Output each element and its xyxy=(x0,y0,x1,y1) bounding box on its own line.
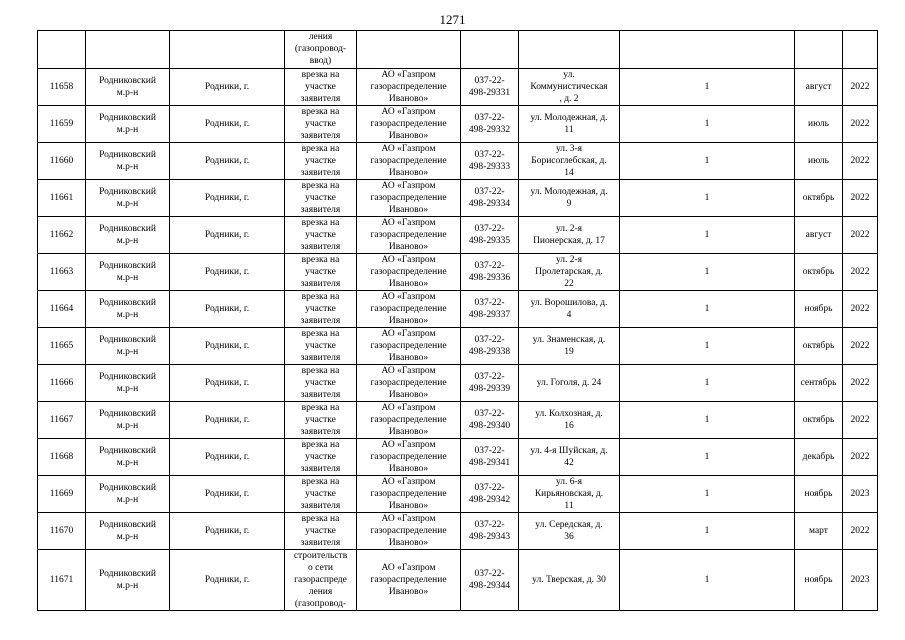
cell-address: ул. Тверская, д. 30 xyxy=(519,550,620,611)
cell-address: ул. 2-я Пролетарская, д. 22 xyxy=(519,254,620,291)
cell-num: 11665 xyxy=(38,328,86,365)
cell-type: врезка на участке заявителя xyxy=(285,439,357,476)
cell-city: Родники, г. xyxy=(170,550,285,611)
cell-district: Родниковский м.р-н xyxy=(86,106,170,143)
cell-code: 037-22- 498-29341 xyxy=(461,439,519,476)
table-row xyxy=(38,291,878,328)
cell-org: АО «Газпром газораспределение Иваново» xyxy=(357,550,461,611)
cell-type: врезка на участке заявителя xyxy=(285,328,357,365)
table-row xyxy=(38,513,878,550)
cell-city: Родники, г. xyxy=(170,143,285,180)
cell-district: Родниковский м.р-н xyxy=(86,365,170,402)
cell-year: 2022 xyxy=(843,254,878,291)
cell-code: 037-22- 498-29337 xyxy=(461,291,519,328)
cell-code: 037-22- 498-29333 xyxy=(461,143,519,180)
cell-code: 037-22- 498-29343 xyxy=(461,513,519,550)
cell-year: 2022 xyxy=(843,402,878,439)
cell-org: АО «Газпром газораспределение Иваново» xyxy=(357,217,461,254)
cell-org: АО «Газпром газораспределение Иваново» xyxy=(357,513,461,550)
cell-qty: 1 xyxy=(620,254,795,291)
cell-month: октябрь xyxy=(795,328,843,365)
cell-code: 037-22- 498-29344 xyxy=(461,550,519,611)
cell-district xyxy=(86,31,170,69)
cell-code: 037-22- 498-29342 xyxy=(461,476,519,513)
cell-qty: 1 xyxy=(620,106,795,143)
table-row xyxy=(38,180,878,217)
cell-org: АО «Газпром газораспределение Иваново» xyxy=(357,180,461,217)
cell-city: Родники, г. xyxy=(170,476,285,513)
cell-type: врезка на участке заявителя xyxy=(285,402,357,439)
cell-address: ул. Середская, д. 36 xyxy=(519,513,620,550)
cell-month: август xyxy=(795,69,843,106)
cell-qty: 1 xyxy=(620,291,795,328)
cell-qty: 1 xyxy=(620,513,795,550)
cell-district: Родниковский м.р-н xyxy=(86,550,170,611)
cell-city: Родники, г. xyxy=(170,439,285,476)
cell-qty: 1 xyxy=(620,550,795,611)
cell-qty: 1 xyxy=(620,180,795,217)
cell-address: ул. Молодежная, д. 9 xyxy=(519,180,620,217)
cell-year: 2023 xyxy=(843,476,878,513)
cell-year: 2022 xyxy=(843,291,878,328)
table-row-continuation xyxy=(38,31,878,69)
cell-district: Родниковский м.р-н xyxy=(86,180,170,217)
cell-org: АО «Газпром газораспределение Иваново» xyxy=(357,476,461,513)
cell-num xyxy=(38,31,86,69)
cell-month: октябрь xyxy=(795,180,843,217)
cell-code: 037-22- 498-29331 xyxy=(461,69,519,106)
cell-year xyxy=(843,31,878,69)
cell-type: врезка на участке заявителя xyxy=(285,143,357,180)
cell-city: Родники, г. xyxy=(170,291,285,328)
cell-org: АО «Газпром газораспределение Иваново» xyxy=(357,143,461,180)
cell-city: Родники, г. xyxy=(170,513,285,550)
cell-district: Родниковский м.р-н xyxy=(86,513,170,550)
cell-num: 11658 xyxy=(38,69,86,106)
cell-district: Родниковский м.р-н xyxy=(86,476,170,513)
cell-type: врезка на участке заявителя xyxy=(285,217,357,254)
cell-district: Родниковский м.р-н xyxy=(86,328,170,365)
cell-code: 037-22- 498-29339 xyxy=(461,365,519,402)
cell-code: 037-22- 498-29338 xyxy=(461,328,519,365)
cell-city: Родники, г. xyxy=(170,402,285,439)
cell-num: 11668 xyxy=(38,439,86,476)
cell-city: Родники, г. xyxy=(170,365,285,402)
cell-address: ул. 6-я Кирьяновская, д. 11 xyxy=(519,476,620,513)
cell-num: 11667 xyxy=(38,402,86,439)
cell-address: ул. Колхозная, д. 16 xyxy=(519,402,620,439)
cell-month: ноябрь xyxy=(795,476,843,513)
cell-type: врезка на участке заявителя xyxy=(285,180,357,217)
cell-year: 2022 xyxy=(843,143,878,180)
cell-month: март xyxy=(795,513,843,550)
cell-org: АО «Газпром газораспределение Иваново» xyxy=(357,106,461,143)
cell-district: Родниковский м.р-н xyxy=(86,143,170,180)
table-row xyxy=(38,439,878,476)
cell-address xyxy=(519,31,620,69)
table-row xyxy=(38,476,878,513)
cell-num: 11664 xyxy=(38,291,86,328)
cell-address: ул. 3-я Борисоглебская, д. 14 xyxy=(519,143,620,180)
table-row xyxy=(38,143,878,180)
cell-type: врезка на участке заявителя xyxy=(285,106,357,143)
cell-org xyxy=(357,31,461,69)
cell-district: Родниковский м.р-н xyxy=(86,217,170,254)
cell-address: ул. Гоголя, д. 24 xyxy=(519,365,620,402)
cell-num: 11669 xyxy=(38,476,86,513)
cell-month: август xyxy=(795,217,843,254)
cell-district: Родниковский м.р-н xyxy=(86,439,170,476)
cell-qty: 1 xyxy=(620,217,795,254)
cell-type: врезка на участке заявителя xyxy=(285,513,357,550)
table-row xyxy=(38,217,878,254)
cell-city xyxy=(170,31,285,69)
cell-num: 11670 xyxy=(38,513,86,550)
cell-address: ул. Ворошилова, д. 4 xyxy=(519,291,620,328)
cell-month: октябрь xyxy=(795,402,843,439)
cell-city: Родники, г. xyxy=(170,180,285,217)
cell-qty: 1 xyxy=(620,143,795,180)
cell-district: Родниковский м.р-н xyxy=(86,69,170,106)
cell-num: 11666 xyxy=(38,365,86,402)
cell-code xyxy=(461,31,519,69)
cell-qty: 1 xyxy=(620,365,795,402)
cell-year: 2023 xyxy=(843,550,878,611)
cell-city: Родники, г. xyxy=(170,328,285,365)
cell-month xyxy=(795,31,843,69)
cell-type: врезка на участке заявителя xyxy=(285,254,357,291)
cell-type: врезка на участке заявителя xyxy=(285,476,357,513)
cell-type: врезка на участке заявителя xyxy=(285,69,357,106)
cell-month: сентябрь xyxy=(795,365,843,402)
cell-year: 2022 xyxy=(843,69,878,106)
cell-month: июль xyxy=(795,143,843,180)
cell-org: АО «Газпром газораспределение Иваново» xyxy=(357,291,461,328)
table-row xyxy=(38,328,878,365)
cell-code: 037-22- 498-29340 xyxy=(461,402,519,439)
cell-org: АО «Газпром газораспределение Иваново» xyxy=(357,402,461,439)
cell-city: Родники, г. xyxy=(170,69,285,106)
cell-year: 2022 xyxy=(843,439,878,476)
table-row xyxy=(38,365,878,402)
cell-num: 11662 xyxy=(38,217,86,254)
cell-org: АО «Газпром газораспределение Иваново» xyxy=(357,365,461,402)
cell-address: ул. Знаменская, д. 19 xyxy=(519,328,620,365)
cell-code: 037-22- 498-29334 xyxy=(461,180,519,217)
cell-district: Родниковский м.р-н xyxy=(86,291,170,328)
cell-qty: 1 xyxy=(620,402,795,439)
cell-district: Родниковский м.р-н xyxy=(86,402,170,439)
cell-qty: 1 xyxy=(620,476,795,513)
cell-type: ления (газопровод- ввод) xyxy=(285,31,357,69)
cell-code: 037-22- 498-29332 xyxy=(461,106,519,143)
gas-connections-table xyxy=(37,30,878,611)
cell-year: 2022 xyxy=(843,106,878,143)
cell-type: врезка на участке заявителя xyxy=(285,365,357,402)
cell-month: ноябрь xyxy=(795,291,843,328)
cell-num: 11663 xyxy=(38,254,86,291)
cell-address: ул. 4-я Шуйская, д. 42 xyxy=(519,439,620,476)
table-row xyxy=(38,254,878,291)
cell-year: 2022 xyxy=(843,365,878,402)
cell-org: АО «Газпром газораспределение Иваново» xyxy=(357,328,461,365)
cell-city: Родники, г. xyxy=(170,106,285,143)
cell-num: 11659 xyxy=(38,106,86,143)
cell-code: 037-22- 498-29335 xyxy=(461,217,519,254)
cell-qty xyxy=(620,31,795,69)
cell-year: 2022 xyxy=(843,180,878,217)
cell-month: декабрь xyxy=(795,439,843,476)
cell-num: 11671 xyxy=(38,550,86,611)
table-row xyxy=(38,106,878,143)
cell-qty: 1 xyxy=(620,69,795,106)
cell-month: ноябрь xyxy=(795,550,843,611)
cell-year: 2022 xyxy=(843,328,878,365)
cell-qty: 1 xyxy=(620,439,795,476)
table-row xyxy=(38,550,878,611)
cell-city: Родники, г. xyxy=(170,217,285,254)
cell-city: Родники, г. xyxy=(170,254,285,291)
cell-month: октябрь xyxy=(795,254,843,291)
cell-num: 11660 xyxy=(38,143,86,180)
cell-code: 037-22- 498-29336 xyxy=(461,254,519,291)
cell-address: ул. 2-я Пионерская, д. 17 xyxy=(519,217,620,254)
table-row xyxy=(38,69,878,106)
cell-year: 2022 xyxy=(843,513,878,550)
cell-address: ул. Коммунистическая , д. 2 xyxy=(519,69,620,106)
cell-address: ул. Молодежная, д. 11 xyxy=(519,106,620,143)
cell-district: Родниковский м.р-н xyxy=(86,254,170,291)
cell-num: 11661 xyxy=(38,180,86,217)
page-number: 1271 xyxy=(439,12,466,27)
cell-type: врезка на участке заявителя xyxy=(285,291,357,328)
cell-year: 2022 xyxy=(843,217,878,254)
cell-org: АО «Газпром газораспределение Иваново» xyxy=(357,439,461,476)
cell-org: АО «Газпром газораспределение Иваново» xyxy=(357,69,461,106)
cell-month: июль xyxy=(795,106,843,143)
table-row xyxy=(38,402,878,439)
cell-org: АО «Газпром газораспределение Иваново» xyxy=(357,254,461,291)
cell-type: строительств о сети газораспреде ления (газопровод- xyxy=(285,550,357,611)
cell-qty: 1 xyxy=(620,328,795,365)
